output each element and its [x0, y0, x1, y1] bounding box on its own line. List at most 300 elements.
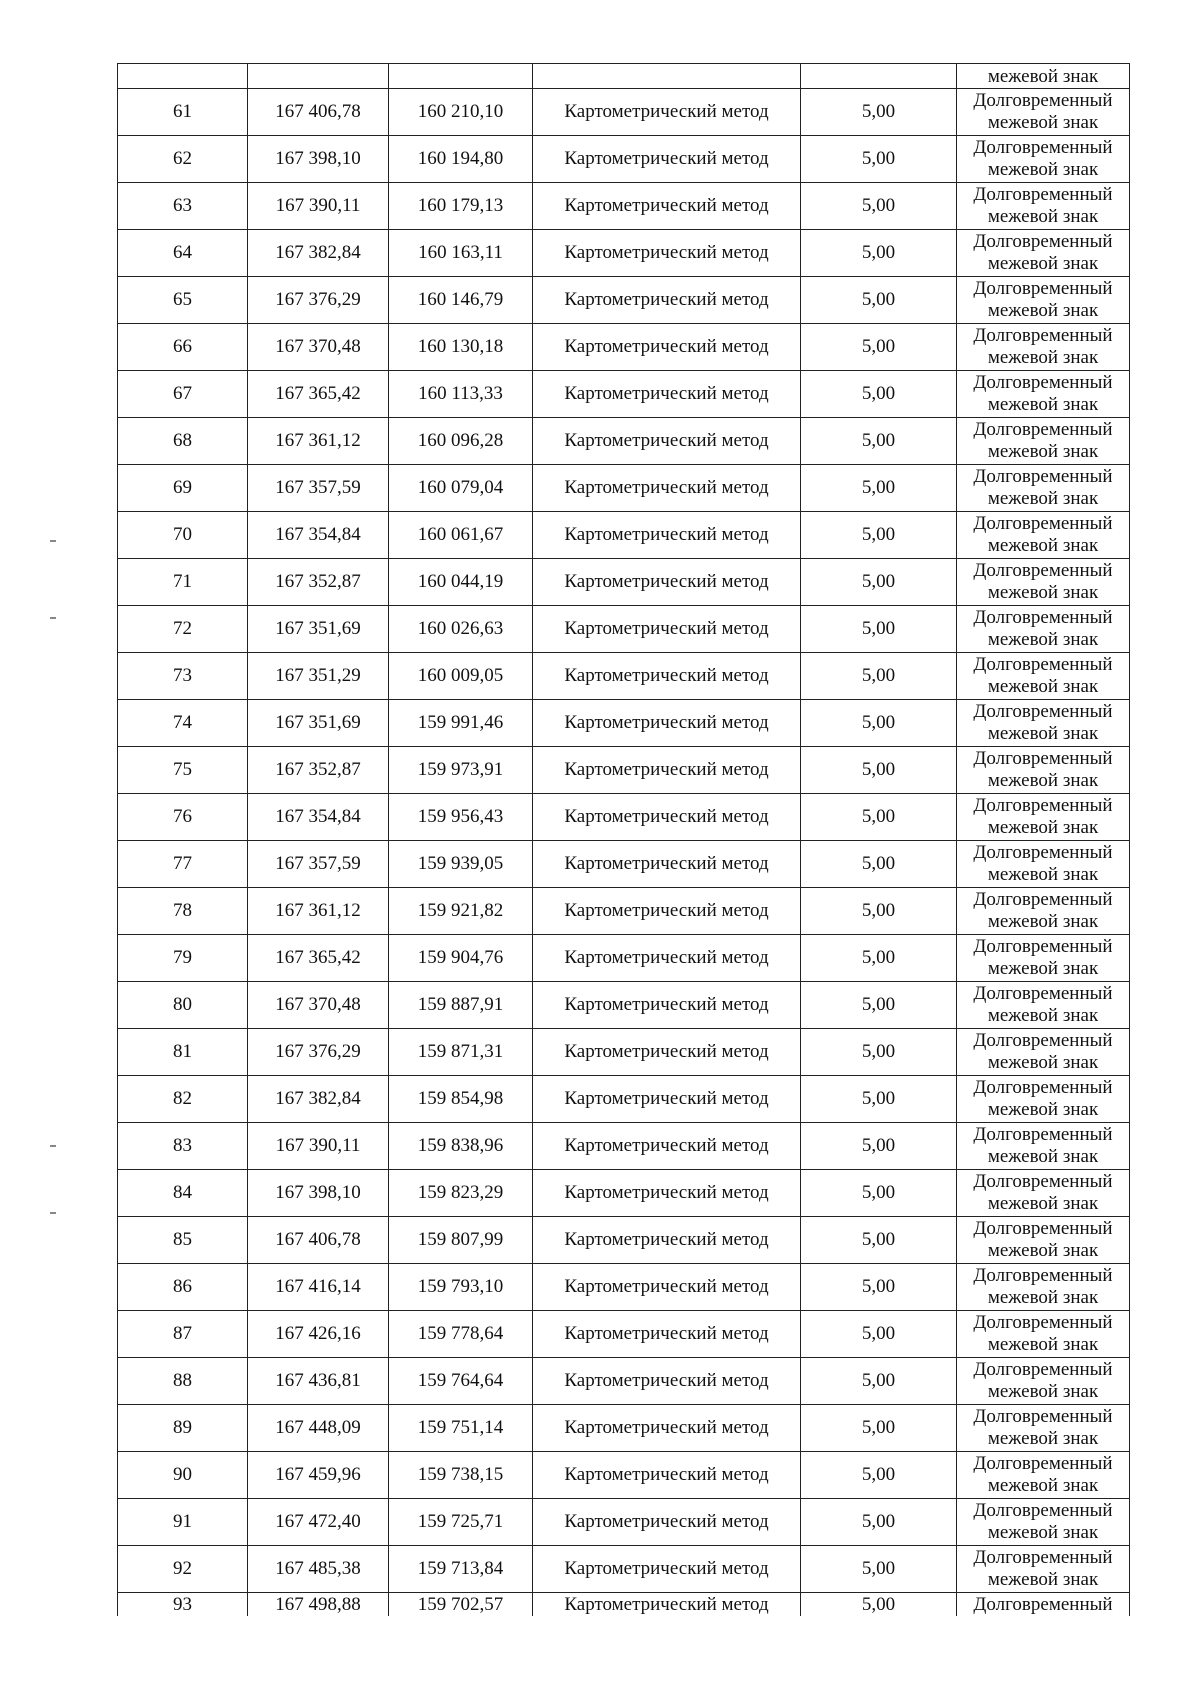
accuracy-cell: 5,00: [801, 700, 957, 747]
y-coordinate-cell: 160 194,80: [389, 136, 533, 183]
point-number-cell: 62: [118, 136, 248, 183]
x-coordinate-cell: 167 406,78: [248, 1217, 389, 1264]
table-row: [118, 1452, 1130, 1499]
table-body: [118, 64, 1130, 1617]
sign-type-line: Долговременный: [973, 983, 1113, 1004]
table-row: [118, 89, 1130, 136]
sign-type-cell: [957, 653, 1130, 700]
y-coordinate-cell: 160 009,05: [389, 653, 533, 700]
accuracy-cell: 5,00: [801, 324, 957, 371]
accuracy-cell: 5,00: [801, 277, 957, 324]
sign-type-line: Долговременный: [973, 466, 1113, 487]
accuracy-cell: 5,00: [801, 512, 957, 559]
accuracy-cell: 5,00: [801, 1264, 957, 1311]
y-coordinate-cell: 159 778,64: [389, 1311, 533, 1358]
sign-type-line: Долговременный: [973, 137, 1113, 158]
sign-type-line: межевой знак: [987, 253, 1099, 274]
sign-type-line: Долговременный: [973, 842, 1113, 863]
point-number-cell: 66: [118, 324, 248, 371]
accuracy-cell: 5,00: [801, 1593, 957, 1617]
point-number-cell: 82: [118, 1076, 248, 1123]
sign-type-line: Долговременный: [973, 278, 1113, 299]
method-cell: Картометрический метод: [533, 136, 801, 183]
point-number-cell: 61: [118, 89, 248, 136]
accuracy-cell: 5,00: [801, 183, 957, 230]
sign-type-line: межевой знак: [987, 1381, 1099, 1402]
method-cell: [533, 64, 801, 89]
y-coordinate-cell: 159 887,91: [389, 982, 533, 1029]
x-coordinate-cell: 167 357,59: [248, 465, 389, 512]
method-cell: Картометрический метод: [533, 982, 801, 1029]
x-coordinate-cell: 167 436,81: [248, 1358, 389, 1405]
point-number-cell: 83: [118, 1123, 248, 1170]
method-cell: Картометрический метод: [533, 1217, 801, 1264]
method-cell: Картометрический метод: [533, 418, 801, 465]
point-number-cell: 89: [118, 1405, 248, 1452]
table-row: [118, 1358, 1130, 1405]
point-number-cell: 92: [118, 1546, 248, 1593]
point-number-cell: 79: [118, 935, 248, 982]
sign-type-line: Долговременный: [973, 1265, 1113, 1286]
sign-type-cell: [957, 559, 1130, 606]
sign-type-cell: межевой знак: [957, 64, 1130, 89]
point-number-cell: 86: [118, 1264, 248, 1311]
sign-type-line: Долговременный: [973, 889, 1113, 910]
y-coordinate-cell: 160 079,04: [389, 465, 533, 512]
table-row: [118, 1170, 1130, 1217]
table-row: [118, 1405, 1130, 1452]
accuracy-cell: 5,00: [801, 1217, 957, 1264]
method-cell: Картометрический метод: [533, 1546, 801, 1593]
sign-type-cell: [957, 747, 1130, 794]
margin-mark: [50, 540, 56, 542]
sign-type-line: межевой знак: [987, 112, 1099, 133]
margin-mark: [50, 1212, 56, 1214]
y-coordinate-cell: 159 939,05: [389, 841, 533, 888]
method-cell: Картометрический метод: [533, 1452, 801, 1499]
y-coordinate-cell: 160 113,33: [389, 371, 533, 418]
x-coordinate-cell: 167 354,84: [248, 794, 389, 841]
sign-type-line: Долговременный: [973, 1547, 1113, 1568]
table-row: [118, 465, 1130, 512]
table-row: [118, 888, 1130, 935]
table-row: [118, 371, 1130, 418]
method-cell: Картометрический метод: [533, 794, 801, 841]
y-coordinate-cell: 160 026,63: [389, 606, 533, 653]
table-row: [118, 747, 1130, 794]
sign-type-cell: [957, 1076, 1130, 1123]
accuracy-cell: 5,00: [801, 1029, 957, 1076]
y-coordinate-cell: 160 061,67: [389, 512, 533, 559]
margin-mark: [50, 617, 56, 619]
x-coordinate-cell: 167 376,29: [248, 277, 389, 324]
y-coordinate-cell: 160 210,10: [389, 89, 533, 136]
y-coordinate-cell: 159 751,14: [389, 1405, 533, 1452]
point-number-cell: 69: [118, 465, 248, 512]
table-row: [118, 1029, 1130, 1076]
sign-type-line: Долговременный: [973, 90, 1113, 111]
point-number-cell: 73: [118, 653, 248, 700]
point-number-cell: 74: [118, 700, 248, 747]
x-coordinate-cell: 167 351,69: [248, 700, 389, 747]
x-coordinate-cell: 167 370,48: [248, 982, 389, 1029]
sign-type-cell: [957, 371, 1130, 418]
point-number-cell: 63: [118, 183, 248, 230]
sign-type-cell: [957, 888, 1130, 935]
table-row: [118, 606, 1130, 653]
point-number-cell: 77: [118, 841, 248, 888]
point-number-cell: 67: [118, 371, 248, 418]
sign-type-line: межевой знак: [987, 1287, 1099, 1308]
y-coordinate-cell: 159 725,71: [389, 1499, 533, 1546]
x-coordinate-cell: 167 390,11: [248, 1123, 389, 1170]
point-number-cell: 75: [118, 747, 248, 794]
y-coordinate-cell: 160 044,19: [389, 559, 533, 606]
x-coordinate-cell: 167 351,69: [248, 606, 389, 653]
x-coordinate-cell: 167 382,84: [248, 1076, 389, 1123]
point-number-cell: 88: [118, 1358, 248, 1405]
y-coordinate-cell: 159 854,98: [389, 1076, 533, 1123]
point-number-cell: [118, 64, 248, 89]
sign-type-line: межевой знак: [987, 347, 1099, 368]
point-number-cell: 91: [118, 1499, 248, 1546]
point-number-cell: 65: [118, 277, 248, 324]
point-number-cell: 81: [118, 1029, 248, 1076]
sign-type-line: межевой знак: [987, 817, 1099, 838]
x-coordinate-cell: [248, 64, 389, 89]
x-coordinate-cell: 167 361,12: [248, 418, 389, 465]
sign-type-line: Долговременный: [973, 419, 1113, 440]
sign-type-cell: [957, 1311, 1130, 1358]
method-cell: Картометрический метод: [533, 1123, 801, 1170]
method-cell: Картометрический метод: [533, 89, 801, 136]
sign-type-cell: [957, 1405, 1130, 1452]
accuracy-cell: 5,00: [801, 606, 957, 653]
point-number-cell: 85: [118, 1217, 248, 1264]
sign-type-cell: [957, 1170, 1130, 1217]
accuracy-cell: 5,00: [801, 1452, 957, 1499]
boundary-points-table: [117, 63, 1130, 1616]
table-row: [118, 1499, 1130, 1546]
y-coordinate-cell: 159 991,46: [389, 700, 533, 747]
sign-type-line: межевой знак: [987, 911, 1099, 932]
point-number-cell: 93: [118, 1593, 248, 1617]
x-coordinate-cell: 167 398,10: [248, 136, 389, 183]
y-coordinate-cell: 159 738,15: [389, 1452, 533, 1499]
table-row-last: [118, 1593, 1130, 1617]
sign-type-line: межевой знак: [987, 1193, 1099, 1214]
point-number-cell: 72: [118, 606, 248, 653]
method-cell: Картометрический метод: [533, 371, 801, 418]
accuracy-cell: 5,00: [801, 371, 957, 418]
sign-type-line: межевой знак: [987, 1052, 1099, 1073]
accuracy-cell: 5,00: [801, 136, 957, 183]
method-cell: Картометрический метод: [533, 1593, 801, 1617]
sign-type-line: межевой знак: [987, 1099, 1099, 1120]
sign-type-cell: [957, 1358, 1130, 1405]
table-row: [118, 277, 1130, 324]
accuracy-cell: 5,00: [801, 418, 957, 465]
x-coordinate-cell: 167 361,12: [248, 888, 389, 935]
sign-type-line: межевой знак: [987, 206, 1099, 227]
accuracy-cell: 5,00: [801, 794, 957, 841]
sign-type-line: межевой знак: [987, 159, 1099, 180]
accuracy-cell: 5,00: [801, 559, 957, 606]
accuracy-cell: 5,00: [801, 888, 957, 935]
table-row: [118, 935, 1130, 982]
sign-type-line: межевой знак: [987, 770, 1099, 791]
sign-type-cell: [957, 794, 1130, 841]
table-row: [118, 324, 1130, 371]
method-cell: Картометрический метод: [533, 1029, 801, 1076]
accuracy-cell: 5,00: [801, 841, 957, 888]
sign-type-cell: [957, 465, 1130, 512]
method-cell: Картометрический метод: [533, 841, 801, 888]
table-row: [118, 136, 1130, 183]
y-coordinate-cell: 159 921,82: [389, 888, 533, 935]
sign-type-line: Долговременный: [973, 1359, 1113, 1380]
accuracy-cell: 5,00: [801, 935, 957, 982]
sign-type-line: межевой знак: [987, 676, 1099, 697]
sign-type-cell: [957, 1029, 1130, 1076]
sign-type-line: Долговременный: [973, 231, 1113, 252]
sign-type-line: межевой знак: [987, 1146, 1099, 1167]
x-coordinate-cell: 167 357,59: [248, 841, 389, 888]
sign-type-line: Долговременный: [973, 513, 1113, 534]
point-number-cell: 64: [118, 230, 248, 277]
sign-type-line: межевой знак: [987, 394, 1099, 415]
sign-type-line: Долговременный: [973, 1406, 1113, 1427]
sign-type-line: Долговременный: [973, 607, 1113, 628]
point-number-cell: 78: [118, 888, 248, 935]
y-coordinate-cell: 159 871,31: [389, 1029, 533, 1076]
x-coordinate-cell: 167 459,96: [248, 1452, 389, 1499]
point-number-cell: 90: [118, 1452, 248, 1499]
method-cell: Картометрический метод: [533, 1076, 801, 1123]
sign-type-cell: [957, 512, 1130, 559]
method-cell: Картометрический метод: [533, 653, 801, 700]
accuracy-cell: 5,00: [801, 1358, 957, 1405]
x-coordinate-cell: 167 365,42: [248, 935, 389, 982]
table-row: [118, 700, 1130, 747]
table-row: [118, 841, 1130, 888]
sign-type-cell: [957, 136, 1130, 183]
table-row: [118, 230, 1130, 277]
sign-type-cell: [957, 841, 1130, 888]
sign-type-line: межевой знак: [987, 441, 1099, 462]
sign-type-cell: [957, 1546, 1130, 1593]
x-coordinate-cell: 167 376,29: [248, 1029, 389, 1076]
accuracy-cell: 5,00: [801, 1499, 957, 1546]
sign-type-cell: Долговременный: [957, 1593, 1130, 1617]
sign-type-line: межевой знак: [987, 1522, 1099, 1543]
x-coordinate-cell: 167 406,78: [248, 89, 389, 136]
table-row: [118, 1546, 1130, 1593]
y-coordinate-cell: 159 713,84: [389, 1546, 533, 1593]
table-row-continued: [118, 64, 1130, 89]
sign-type-line: межевой знак: [987, 1240, 1099, 1261]
sign-type-cell: [957, 935, 1130, 982]
x-coordinate-cell: 167 416,14: [248, 1264, 389, 1311]
sign-type-line: Долговременный: [973, 372, 1113, 393]
sign-type-line: Долговременный: [973, 654, 1113, 675]
x-coordinate-cell: 167 354,84: [248, 512, 389, 559]
method-cell: Картометрический метод: [533, 1499, 801, 1546]
method-cell: Картометрический метод: [533, 935, 801, 982]
table-row: [118, 512, 1130, 559]
sign-type-line: межевой знак: [987, 1005, 1099, 1026]
x-coordinate-cell: 167 382,84: [248, 230, 389, 277]
method-cell: Картометрический метод: [533, 183, 801, 230]
accuracy-cell: 5,00: [801, 1076, 957, 1123]
method-cell: Картометрический метод: [533, 512, 801, 559]
y-coordinate-cell: 160 130,18: [389, 324, 533, 371]
x-coordinate-cell: 167 352,87: [248, 559, 389, 606]
sign-type-cell: [957, 277, 1130, 324]
sign-type-cell: [957, 606, 1130, 653]
y-coordinate-cell: 159 793,10: [389, 1264, 533, 1311]
sign-type-line: межевой знак: [987, 488, 1099, 509]
point-number-cell: 68: [118, 418, 248, 465]
accuracy-cell: 5,00: [801, 982, 957, 1029]
table-row: [118, 1123, 1130, 1170]
x-coordinate-cell: 167 352,87: [248, 747, 389, 794]
sign-type-cell: [957, 1264, 1130, 1311]
method-cell: Картометрический метод: [533, 747, 801, 794]
method-cell: Картометрический метод: [533, 559, 801, 606]
method-cell: Картометрический метод: [533, 1264, 801, 1311]
sign-type-line: Долговременный: [973, 1077, 1113, 1098]
accuracy-cell: [801, 64, 957, 89]
y-coordinate-cell: 159 956,43: [389, 794, 533, 841]
sign-type-line: межевой знак: [987, 864, 1099, 885]
x-coordinate-cell: 167 390,11: [248, 183, 389, 230]
sign-type-cell: [957, 183, 1130, 230]
x-coordinate-cell: 167 498,88: [248, 1593, 389, 1617]
sign-type-line: межевой знак: [987, 1475, 1099, 1496]
table-row: [118, 653, 1130, 700]
method-cell: Картометрический метод: [533, 277, 801, 324]
accuracy-cell: 5,00: [801, 1123, 957, 1170]
method-cell: Картометрический метод: [533, 888, 801, 935]
accuracy-cell: 5,00: [801, 1311, 957, 1358]
sign-type-line: межевой знак: [987, 300, 1099, 321]
table-row: [118, 1076, 1130, 1123]
sign-type-cell: [957, 418, 1130, 465]
sign-type-line: Долговременный: [973, 184, 1113, 205]
sign-type-cell: [957, 700, 1130, 747]
x-coordinate-cell: 167 426,16: [248, 1311, 389, 1358]
sign-type-line: межевой знак: [987, 629, 1099, 650]
y-coordinate-cell: 159 838,96: [389, 1123, 533, 1170]
sign-type-line: межевой знак: [987, 1334, 1099, 1355]
sign-type-line: Долговременный: [973, 795, 1113, 816]
sign-type-cell: [957, 1217, 1130, 1264]
sign-type-line: Долговременный: [973, 701, 1113, 722]
sign-type-line: Долговременный: [973, 1453, 1113, 1474]
sign-type-cell: [957, 89, 1130, 136]
margin-mark: [50, 1145, 56, 1147]
accuracy-cell: 5,00: [801, 747, 957, 794]
table-row: [118, 418, 1130, 465]
sign-type-line: Долговременный: [973, 1500, 1113, 1521]
sign-type-line: Долговременный: [973, 325, 1113, 346]
table-row: [118, 559, 1130, 606]
sign-type-line: межевой знак: [987, 535, 1099, 556]
point-number-cell: 84: [118, 1170, 248, 1217]
x-coordinate-cell: 167 448,09: [248, 1405, 389, 1452]
sign-type-line: Долговременный: [973, 936, 1113, 957]
x-coordinate-cell: 167 370,48: [248, 324, 389, 371]
y-coordinate-cell: 159 764,64: [389, 1358, 533, 1405]
table-row: [118, 1217, 1130, 1264]
point-number-cell: 70: [118, 512, 248, 559]
sign-type-line: Долговременный: [973, 1171, 1113, 1192]
method-cell: Картометрический метод: [533, 700, 801, 747]
y-coordinate-cell: 159 702,57: [389, 1593, 533, 1617]
sign-type-line: Долговременный: [973, 1218, 1113, 1239]
point-number-cell: 76: [118, 794, 248, 841]
y-coordinate-cell: 160 146,79: [389, 277, 533, 324]
sign-type-line: межевой знак: [987, 1428, 1099, 1449]
accuracy-cell: 5,00: [801, 1546, 957, 1593]
sign-type-line: межевой знак: [987, 958, 1099, 979]
sign-type-line: Долговременный: [973, 560, 1113, 581]
accuracy-cell: 5,00: [801, 89, 957, 136]
sign-type-cell: [957, 230, 1130, 277]
method-cell: Картометрический метод: [533, 1311, 801, 1358]
sign-type-cell: [957, 1123, 1130, 1170]
table-row: [118, 794, 1130, 841]
y-coordinate-cell: 160 163,11: [389, 230, 533, 277]
sign-type-cell: [957, 1452, 1130, 1499]
method-cell: Картометрический метод: [533, 324, 801, 371]
sign-type-line: Долговременный: [973, 748, 1113, 769]
y-coordinate-cell: 159 973,91: [389, 747, 533, 794]
y-coordinate-cell: [389, 64, 533, 89]
point-number-cell: 87: [118, 1311, 248, 1358]
x-coordinate-cell: 167 472,40: [248, 1499, 389, 1546]
x-coordinate-cell: 167 398,10: [248, 1170, 389, 1217]
y-coordinate-cell: 159 904,76: [389, 935, 533, 982]
sign-type-line: Долговременный: [973, 1312, 1113, 1333]
y-coordinate-cell: 160 179,13: [389, 183, 533, 230]
y-coordinate-cell: 159 823,29: [389, 1170, 533, 1217]
sign-type-cell: [957, 982, 1130, 1029]
method-cell: Картометрический метод: [533, 465, 801, 512]
accuracy-cell: 5,00: [801, 230, 957, 277]
y-coordinate-cell: 159 807,99: [389, 1217, 533, 1264]
method-cell: Картометрический метод: [533, 230, 801, 277]
table-row: [118, 1264, 1130, 1311]
table-row: [118, 982, 1130, 1029]
method-cell: Картометрический метод: [533, 606, 801, 653]
method-cell: Картометрический метод: [533, 1358, 801, 1405]
table-row: [118, 1311, 1130, 1358]
x-coordinate-cell: 167 351,29: [248, 653, 389, 700]
sign-type-line: межевой знак: [987, 723, 1099, 744]
x-coordinate-cell: 167 485,38: [248, 1546, 389, 1593]
sign-type-cell: [957, 1499, 1130, 1546]
y-coordinate-cell: 160 096,28: [389, 418, 533, 465]
sign-type-line: межевой знак: [987, 582, 1099, 603]
accuracy-cell: 5,00: [801, 465, 957, 512]
sign-type-line: Долговременный: [973, 1124, 1113, 1145]
table-row: [118, 183, 1130, 230]
point-number-cell: 80: [118, 982, 248, 1029]
point-number-cell: 71: [118, 559, 248, 606]
method-cell: Картометрический метод: [533, 1170, 801, 1217]
